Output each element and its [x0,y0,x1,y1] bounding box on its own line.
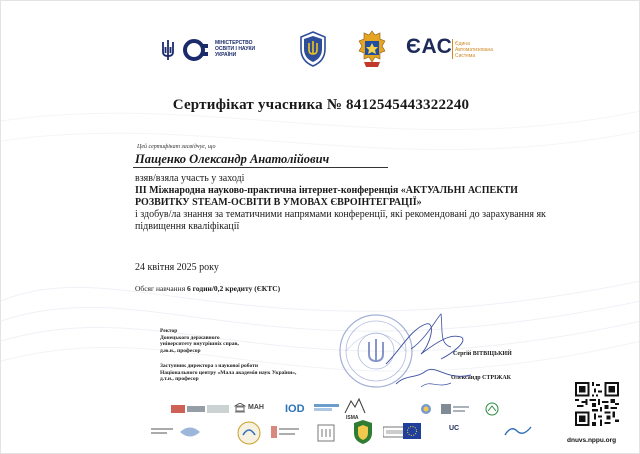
qr-caption: dnuvs.nppu.org [567,437,617,444]
event-date: 24 квітня 2025 року [135,262,219,273]
mon-mark-icon [183,37,209,63]
conference-title: ІІІ Міжнародна науково-практична інтернет-конференція «АКТУАЛЬНІ АСПЕКТИ РОЗВИТКУ STEAM-ОСВІТИ В УМОВАХ ЄВРОІНТЕГРАЦІЇ» [135,185,518,208]
partner-logo-4 [179,425,201,439]
knowledge-text: і здобув/ла знання за тематичними напрямами конференції, які рекомендовані до зарахування як підвищення кваліфікації [135,209,546,232]
ministry-logo [161,37,291,65]
volume-label: Обсяг навчання [135,284,188,293]
ministry-text: МІНІСТЕРСТВО ОСВІТИ І НАУКИ УКРАЇНИ [215,40,256,58]
rector-title: Ректор Донецького державного університету внутрішніх справ, д.ю.н., професор [160,328,239,354]
rector-name: Сергій ВІТВІЦЬКИЙ [453,351,512,357]
certificate-title: Сертифікат учасника № 8412545443322240 [172,97,470,113]
confirms-text: Цей сертифікат засвідчує, що [137,144,216,150]
police-shield-logo [298,31,328,67]
partner-logo-3 [151,425,173,439]
deputy-name: Олександр СТРІЖАК [451,375,512,381]
partner-shield-emblem [353,419,373,445]
uc-logo: UC [449,425,460,432]
eas-wordmark: ЄАС [406,35,453,58]
institution-building-icon [234,403,246,413]
isma-logo-mark [343,395,367,417]
partner-logo-8 [503,423,533,439]
name-underline [133,167,388,168]
volume-value: 6 годин/0,2 кредиту (ЄКТС) [187,284,281,293]
partner-logo-5 [271,423,301,441]
partner-round-emblem [237,421,261,445]
partner-emblem-2 [485,402,499,416]
partner-logo-1 [171,403,231,415]
man-logo: МАН [248,404,264,411]
qr-code[interactable] [575,382,619,426]
isma-logo: ISMA [346,415,359,421]
partner-logo-6 [316,423,336,443]
header-logos [161,31,494,73]
eas-subtitle: Єдина Автоматизована Система [455,41,494,59]
partner-logo-2 [441,403,471,415]
donetsk-region-emblem [356,29,388,69]
participant-name: Пащенко Олександр Анатолійович [135,152,330,166]
eas-logo [406,37,496,65]
participation-text: взяв/взяла участь у заході [135,173,245,184]
deputy-title: Заступник директора з наукової роботи Національного центру «Мала академія наук України», д.т.н., професор [160,363,297,383]
partner-emblem-1 [419,403,433,415]
partner-logo-bars [314,404,339,412]
iod-logo: IOD [285,403,305,415]
training-volume [135,284,280,293]
eas-divider [452,39,453,59]
partner-logos [151,399,551,449]
trident-icon [161,39,175,61]
handwritten-signatures [381,309,481,399]
eu-flag-icon [403,423,421,439]
